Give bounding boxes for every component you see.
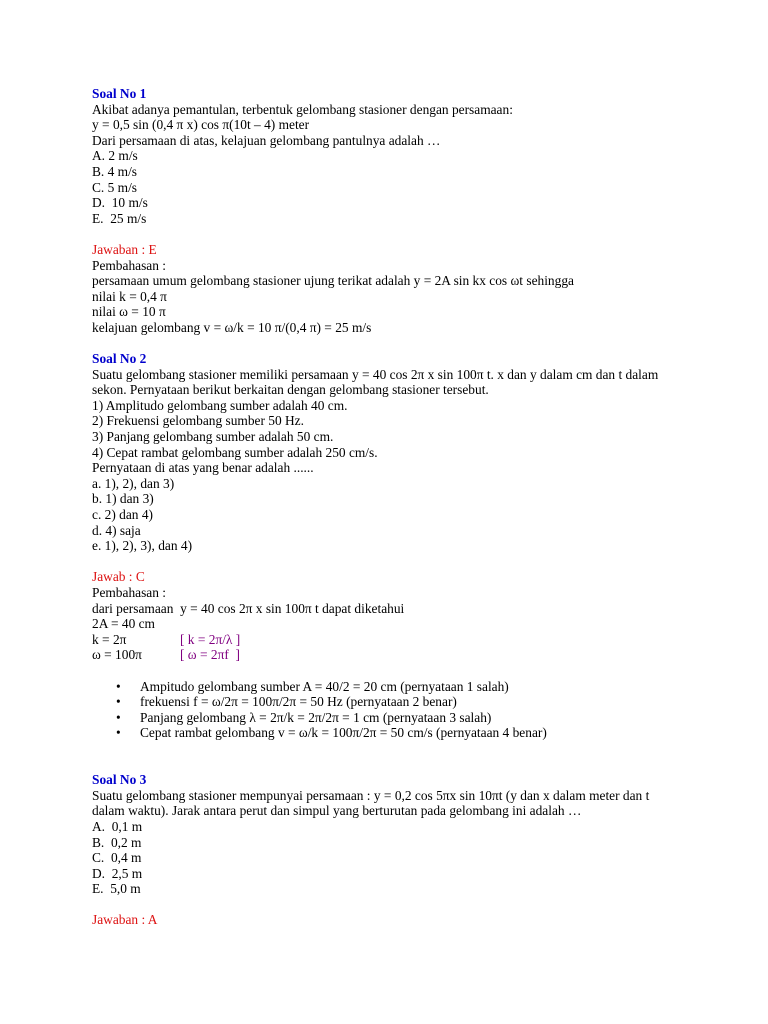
soal-1-pembahasan-line: kelajuan gelombang v = ω/k = 10 π/(0,4 π) = 25 m/s <box>92 319 372 335</box>
soal-2-option-a: a. 1), 2), dan 3) <box>92 475 175 491</box>
soal-1-option-c: C. 5 m/s <box>92 179 138 195</box>
document-page <box>92 86 692 928</box>
soal-3-option-a: A. 0,1 m <box>92 818 143 834</box>
soal-1-option-a: A. 2 m/s <box>92 148 138 164</box>
bullet-icon: • <box>116 725 121 741</box>
soal-2-bullet-list <box>92 679 692 741</box>
soal-1-option-b: B. 4 m/s <box>92 163 138 179</box>
soal-2-k-formula: [ k = 2π/λ ] <box>180 631 241 647</box>
soal-3-option-c: C. 0,4 m <box>92 850 142 866</box>
soal-1-option-e: E. 25 m/s <box>92 210 147 226</box>
soal-2-pembahasan-line: dari persamaan y = 40 cos 2π x sin 100π t dapat diketahui <box>92 600 405 616</box>
soal-2-statement: 1) Amplitudo gelombang sumber adalah 40 cm. <box>92 397 348 413</box>
soal-3-title: Soal No 3 <box>92 772 147 788</box>
soal-2-w-value: ω = 100π <box>92 647 142 663</box>
soal-2-pembahasan-line: 2A = 40 cm <box>92 616 155 632</box>
soal-1-title: Soal No 1 <box>92 86 147 101</box>
soal-1-pembahasan-label: Pembahasan : <box>92 257 167 273</box>
soal-3-option-e: E. 5,0 m <box>92 881 141 897</box>
list-item: • Ampitudo gelombang sumber A = 40/2 = 20 cm (pernyataan 1 salah) <box>116 678 509 694</box>
soal-2-answer: Jawab : C <box>92 569 145 585</box>
soal-2-option-b: b. 1) dan 3) <box>92 491 154 507</box>
soal-3-answer: Jawaban : A <box>92 912 158 928</box>
soal-2-w-row <box>92 647 692 663</box>
bullet-icon: • <box>116 694 121 710</box>
soal-1-line: y = 0,5 sin (0,4 π x) cos π(10t – 4) meter <box>92 117 310 133</box>
bullet-icon: • <box>116 678 121 694</box>
soal-3-question: Suatu gelombang stasioner mempunyai persamaan : y = 0,2 cos 5πx sin 10πt (y dan x dalam meter dan t dalam waktu). Jarak antara perut dan simpul yang berturutan pada gelombang ini adalah … <box>92 787 650 819</box>
soal-3-option-d: D. 2,5 m <box>92 865 143 881</box>
soal-1-line: Dari persamaan di atas, kelajuan gelombang pantulnya adalah … <box>92 132 441 148</box>
soal-2-w-formula: [ ω = 2πf ] <box>180 647 240 663</box>
soal-1-pembahasan-line: nilai k = 0,4 π <box>92 288 167 304</box>
soal-2-question: Suatu gelombang stasioner memiliki persamaan y = 40 cos 2π x sin 100π t. x dan y dalam cm dan t dalam sekon. Pernyataan berikut berkaitan dengan gelombang stasioner tersebut. <box>92 366 659 398</box>
soal-2-statement: 3) Panjang gelombang sumber adalah 50 cm. <box>92 429 334 445</box>
soal-1-line: Akibat adanya pemantulan, terbentuk gelombang stasioner dengan persamaan: <box>92 101 513 117</box>
soal-1-pembahasan-line: nilai ω = 10 π <box>92 304 166 320</box>
soal-1-option-d: D. 10 m/s <box>92 195 148 211</box>
soal-2-option-c: c. 2) dan 4) <box>92 507 153 523</box>
soal-2-option-e: e. 1), 2), 3), dan 4) <box>92 538 193 554</box>
list-item: • frekuensi f = ω/2π = 100π/2π = 50 Hz (pernyataan 2 benar) <box>116 694 457 710</box>
soal-3-option-b: B. 0,2 m <box>92 834 142 850</box>
soal-2-statement: 2) Frekuensi gelombang sumber 50 Hz. <box>92 413 304 429</box>
soal-2-k-row <box>92 632 692 648</box>
soal-2-statement: Pernyataan di atas yang benar adalah ...... <box>92 460 314 476</box>
soal-2-k-value: k = 2π <box>92 631 127 647</box>
soal-1-pembahasan-line: persamaan umum gelombang stasioner ujung terikat adalah y = 2A sin kx cos ωt sehingga <box>92 273 574 289</box>
soal-2-statement: 4) Cepat rambat gelombang sumber adalah 250 cm/s. <box>92 444 378 460</box>
bullet-icon: • <box>116 709 121 725</box>
soal-2-pembahasan-label: Pembahasan : <box>92 585 167 600</box>
list-item: • Panjang gelombang λ = 2π/k = 2π/2π = 1 cm (pernyataan 3 salah) <box>116 709 492 725</box>
soal-1-answer: Jawaban : E <box>92 241 157 257</box>
soal-2-title: Soal No 2 <box>92 351 147 367</box>
list-item: • Cepat rambat gelombang v = ω/k = 100π/2π = 50 cm/s (pernyataan 4 benar) <box>116 725 547 741</box>
soal-2-option-d: d. 4) saja <box>92 522 141 538</box>
